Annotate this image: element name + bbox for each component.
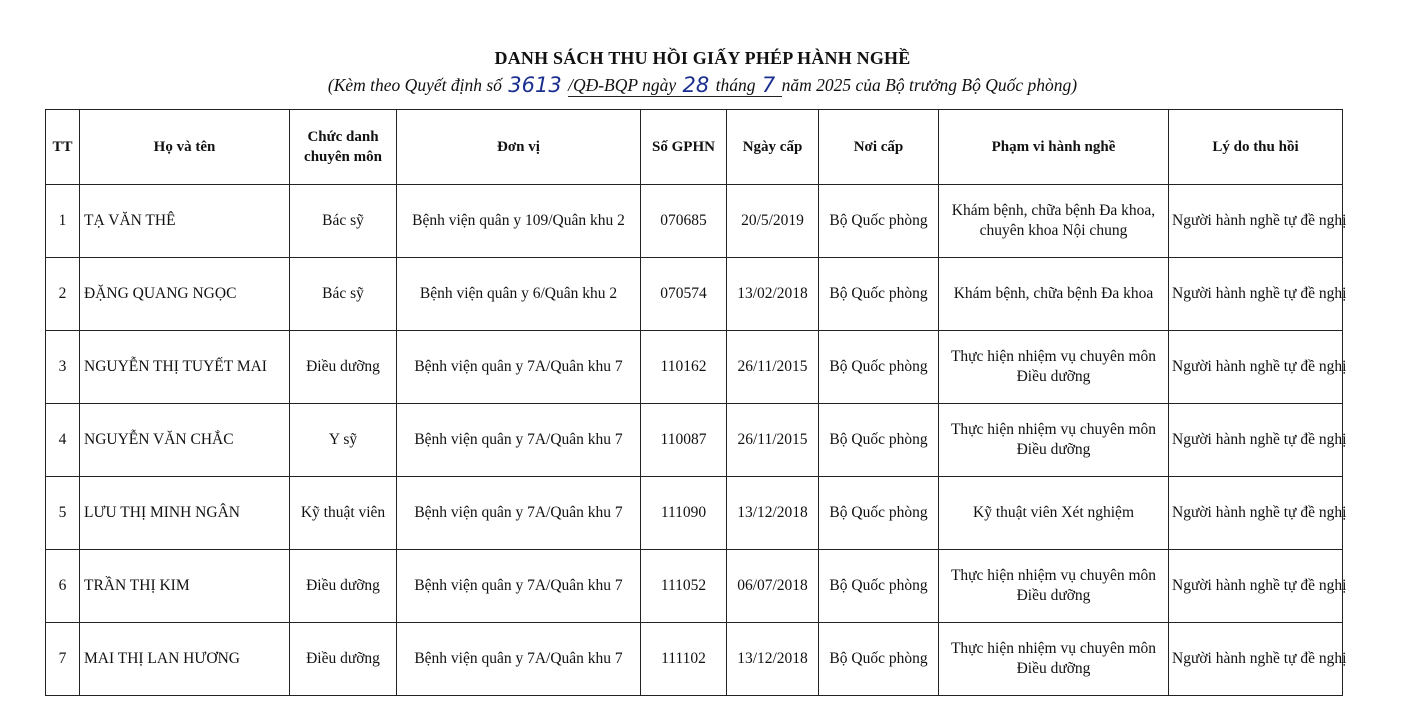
cell-title: Bác sỹ [290, 185, 397, 258]
cell-name: TẠ VĂN THÊ [80, 185, 290, 258]
cell-name: TRẦN THỊ KIM [80, 550, 290, 623]
table-row [46, 331, 1343, 404]
decision-day: 28 [682, 73, 710, 97]
cell-name: NGUYỄN THỊ TUYẾT MAI [80, 331, 290, 404]
scope-line1: Thực hiện nhiệm vụ chuyên môn [950, 348, 1157, 365]
scope-line2: Điều dưỡng [1016, 368, 1091, 385]
cell-unit: Bệnh viện quân y 7A/Quân khu 7 [397, 477, 641, 550]
cell-issuer: Bộ Quốc phòng [819, 258, 939, 331]
cell-unit: Bệnh viện quân y 6/Quân khu 2 [397, 258, 641, 331]
cell-tt: 2 [46, 258, 80, 331]
cell-issuer: Bộ Quốc phòng [819, 331, 939, 404]
cell-issuer: Bộ Quốc phòng [819, 550, 939, 623]
header-unit: Đơn vị [397, 110, 641, 185]
cell-date: 13/02/2018 [727, 258, 819, 331]
cell-tt: 5 [46, 477, 80, 550]
table-row [46, 550, 1343, 623]
cell-scope [939, 550, 1169, 623]
cell-scope [939, 404, 1169, 477]
scope-line2: Điều dưỡng [1016, 587, 1091, 604]
cell-tt: 4 [46, 404, 80, 477]
document-title: DANH SÁCH THU HỒI GIẤY PHÉP HÀNH NGHỀ [494, 48, 911, 68]
cell-reason: Người hành nghề tự đề nghị [1169, 404, 1343, 477]
cell-date: 06/07/2018 [727, 550, 819, 623]
header-name: Họ và tên [80, 110, 290, 185]
cell-title: Điều dưỡng [290, 623, 397, 696]
table-header-row [46, 110, 1343, 185]
header-scope: Phạm vi hành nghề [939, 110, 1169, 185]
header-reason: Lý do thu hồi [1169, 110, 1343, 185]
cell-date: 20/5/2019 [727, 185, 819, 258]
cell-tt: 1 [46, 185, 80, 258]
header-license: Số GPHN [641, 110, 727, 185]
subtitle-suffix: năm 2025 của Bộ trưởng Bộ Quốc phòng) [781, 75, 1078, 95]
cell-license: 111052 [641, 550, 727, 623]
cell-title: Bác sỹ [290, 258, 397, 331]
cell-issuer: Bộ Quốc phòng [819, 185, 939, 258]
scope-line2: Điều dưỡng [1016, 441, 1091, 458]
subtitle-underlined-part [568, 75, 782, 97]
document-subtitle [0, 72, 1405, 96]
cell-tt: 6 [46, 550, 80, 623]
cell-unit: Bệnh viện quân y 7A/Quân khu 7 [397, 550, 641, 623]
table-row [46, 477, 1343, 550]
scope-line1: Thực hiện nhiệm vụ chuyên môn [950, 640, 1157, 657]
subtitle-qd: /QĐ-BQP ngày [568, 75, 677, 95]
table-row [46, 185, 1343, 258]
cell-date: 13/12/2018 [727, 477, 819, 550]
cell-scope [939, 331, 1169, 404]
cell-reason: Người hành nghề tự đề nghị [1169, 185, 1343, 258]
cell-issuer: Bộ Quốc phòng [819, 404, 939, 477]
cell-date: 26/11/2015 [727, 404, 819, 477]
header-issuer: Nơi cấp [819, 110, 939, 185]
table-row [46, 258, 1343, 331]
cell-license: 110087 [641, 404, 727, 477]
cell-unit: Bệnh viện quân y 7A/Quân khu 7 [397, 331, 641, 404]
cell-tt: 7 [46, 623, 80, 696]
header-tt: TT [46, 110, 80, 185]
cell-date: 26/11/2015 [727, 331, 819, 404]
cell-tt: 3 [46, 331, 80, 404]
cell-issuer: Bộ Quốc phòng [819, 477, 939, 550]
header-date: Ngày cấp [727, 110, 819, 185]
scope-line2: chuyên khoa Nội chung [979, 222, 1128, 239]
cell-scope [939, 623, 1169, 696]
scope-line2: Điều dưỡng [1016, 660, 1091, 677]
cell-title: Kỹ thuật viên [290, 477, 397, 550]
cell-reason: Người hành nghề tự đề nghị [1169, 331, 1343, 404]
subtitle-prefix: (Kèm theo Quyết định số [327, 75, 502, 95]
decision-month: 7 [761, 73, 776, 97]
cell-date: 13/12/2018 [727, 623, 819, 696]
decision-number: 3613 [508, 73, 562, 97]
cell-name: NGUYỄN VĂN CHẮC [80, 404, 290, 477]
cell-license: 110162 [641, 331, 727, 404]
cell-license: 111102 [641, 623, 727, 696]
cell-license: 070574 [641, 258, 727, 331]
scope-line1: Thực hiện nhiệm vụ chuyên môn [950, 567, 1157, 584]
cell-name: MAI THỊ LAN HƯƠNG [80, 623, 290, 696]
table-row [46, 623, 1343, 696]
cell-unit: Bệnh viện quân y 109/Quân khu 2 [397, 185, 641, 258]
cell-reason: Người hành nghề tự đề nghị [1169, 550, 1343, 623]
cell-license: 111090 [641, 477, 727, 550]
cell-title: Điều dưỡng [290, 550, 397, 623]
cell-unit: Bệnh viện quân y 7A/Quân khu 7 [397, 404, 641, 477]
cell-unit: Bệnh viện quân y 7A/Quân khu 7 [397, 623, 641, 696]
cell-title: Y sỹ [290, 404, 397, 477]
scope-line1: Khám bệnh, chữa bệnh Đa khoa, [951, 202, 1156, 219]
scope-line1: Thực hiện nhiệm vụ chuyên môn [950, 421, 1157, 438]
header-title [290, 110, 397, 185]
table-row [46, 404, 1343, 477]
cell-reason: Người hành nghề tự đề nghị [1169, 623, 1343, 696]
cell-issuer: Bộ Quốc phòng [819, 623, 939, 696]
header-title-line1: Chức danh [307, 129, 379, 145]
cell-title: Điều dưỡng [290, 331, 397, 404]
cell-reason: Người hành nghề tự đề nghị [1169, 258, 1343, 331]
subtitle-thang: tháng [715, 75, 756, 95]
revocation-table [45, 109, 1347, 696]
cell-name: LƯU THỊ MINH NGÂN [80, 477, 290, 550]
cell-license: 070685 [641, 185, 727, 258]
header-title-line2: chuyên môn [304, 149, 382, 165]
cell-scope [939, 477, 1169, 550]
scope-line1: Khám bệnh, chữa bệnh Đa khoa [953, 285, 1154, 302]
cell-reason: Người hành nghề tự đề nghị [1169, 477, 1343, 550]
cell-name: ĐẶNG QUANG NGỌC [80, 258, 290, 331]
scope-line1: Kỹ thuật viên Xét nghiệm [973, 504, 1134, 521]
cell-scope [939, 185, 1169, 258]
cell-scope [939, 258, 1169, 331]
